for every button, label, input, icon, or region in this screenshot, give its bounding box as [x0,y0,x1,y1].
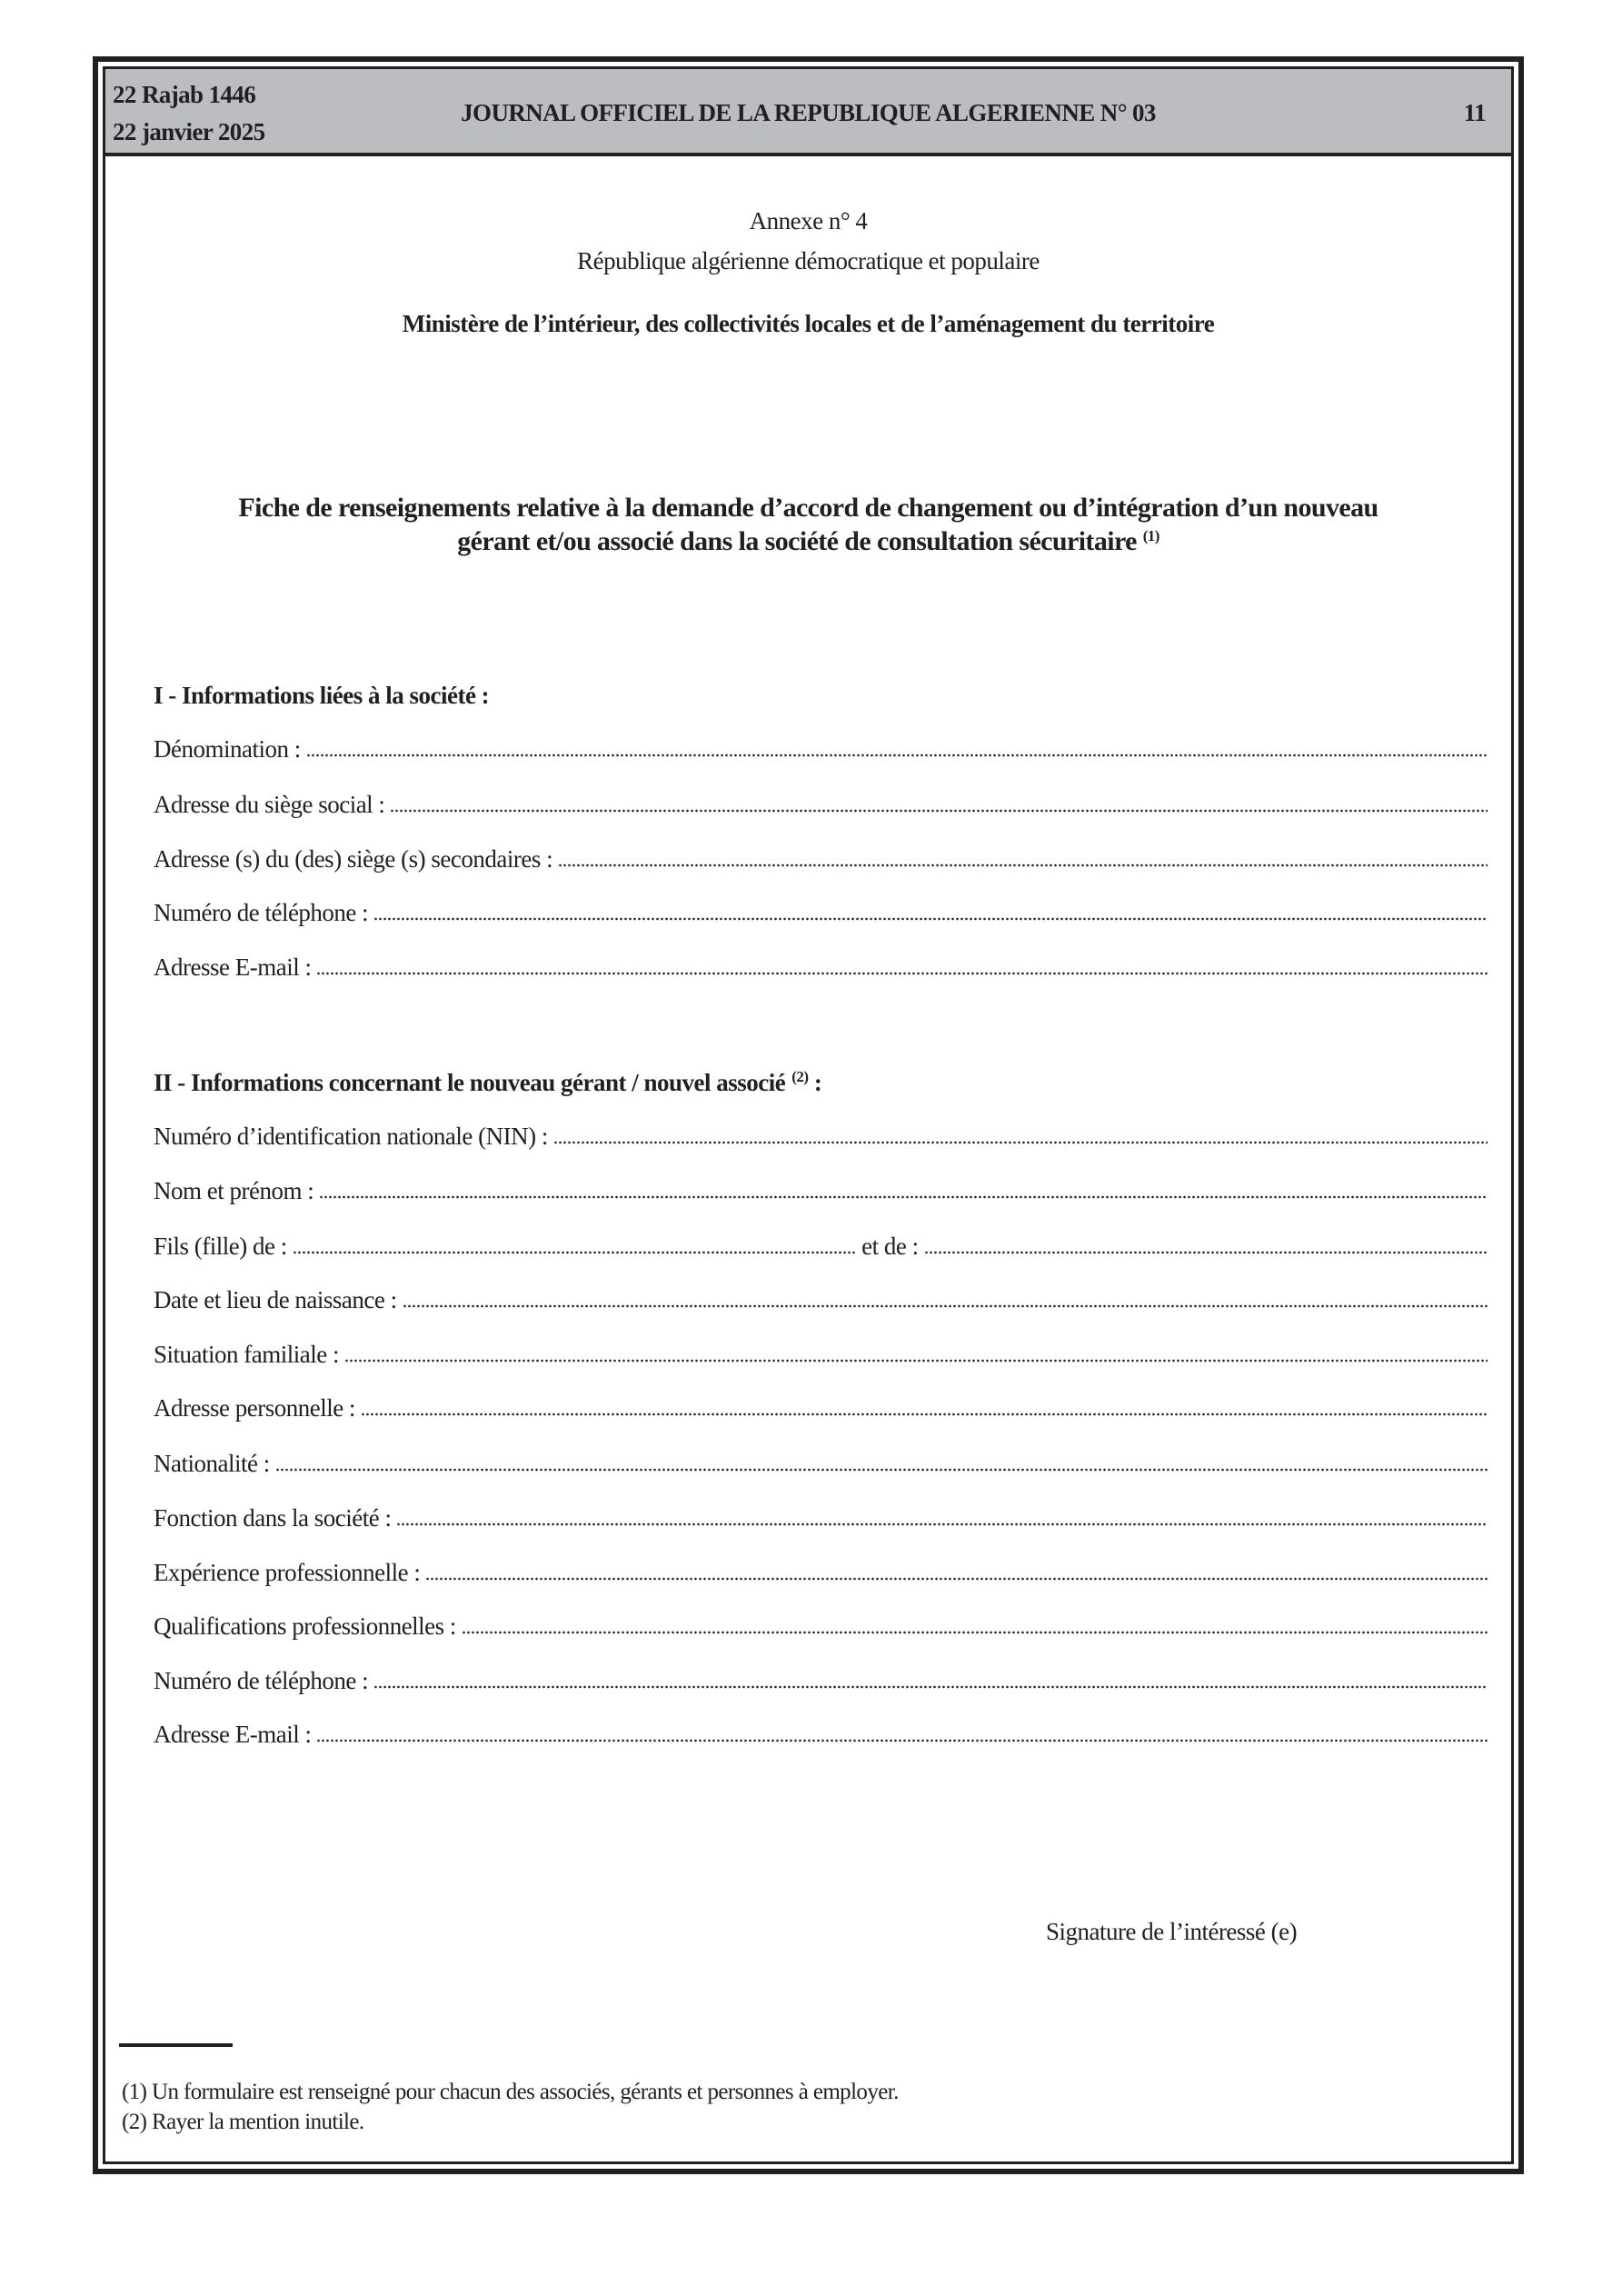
heading-suffix: : [808,1069,822,1096]
field-full-name[interactable] [154,1177,1488,1205]
field-person-phone[interactable] [154,1667,1488,1695]
field-secondary-offices[interactable] [154,845,1488,873]
fill-line[interactable] [425,1562,1488,1581]
fill-line[interactable] [361,1398,1488,1416]
fill-line[interactable] [373,903,1488,921]
footnote-separator [119,2043,233,2047]
field-label: Adresse E-mail : [154,1721,312,1748]
gregorian-date: 22 janvier 2025 [113,118,265,145]
fill-line-mother[interactable] [924,1236,1488,1254]
section-1-heading-text: I - Informations liées à la société : [154,682,490,709]
field-head-office[interactable] [154,791,1488,819]
footnote-ref-2: (2) [791,1068,809,1085]
field-label: Nom et prénom : [154,1177,314,1204]
fill-line[interactable] [316,1724,1488,1742]
field-label: Fils (fille) de : [154,1233,287,1260]
field-denomination[interactable] [154,735,1488,764]
footnote-2: (2) Rayer la mention inutile. [122,2110,364,2134]
annex-label: Annexe n° 4 [749,207,868,235]
fill-line[interactable] [462,1616,1488,1634]
field-label: Numéro de téléphone : [154,899,369,926]
hijri-date: 22 Rajab 1446 [113,81,256,108]
field-label: Adresse personnelle : [154,1394,355,1422]
field-label: Numéro d’identification nationale (NIN) : [154,1123,548,1150]
page-number: 11 [1463,99,1486,126]
fill-line[interactable] [306,739,1488,757]
field-nationality[interactable] [154,1450,1488,1478]
field-label: Dénomination : [154,735,301,763]
field-label-mother: et de : [861,1233,919,1260]
field-label: Date et lieu de naissance : [154,1286,397,1313]
footnote-1: (1) Un formulaire est renseigné pour chacun des associés, gérants et personnes à employer. [122,2080,899,2104]
section-2-heading-text: II - Informations concernant le nouveau gérant / nouvel associé [154,1069,786,1096]
fill-line[interactable] [319,1181,1488,1199]
document-title [105,491,1511,558]
fill-line[interactable] [558,849,1488,867]
title-line-2-text: gérant et/ou associé dans la société de consultation sécuritaire [457,526,1137,556]
field-birth[interactable] [154,1286,1488,1314]
fill-line[interactable] [344,1344,1488,1363]
fill-line[interactable] [403,1290,1488,1308]
journal-header [105,69,1511,156]
field-label: Adresse du siège social : [154,791,385,818]
fill-line[interactable] [396,1508,1488,1526]
signature-label: Signature de l’intéressé (e) [1046,1918,1298,1945]
field-company-email[interactable] [154,953,1488,982]
footnote-ref-1: (1) [1142,527,1159,544]
fill-line[interactable] [275,1453,1488,1472]
field-label: Nationalité : [154,1450,270,1477]
section-2-heading [154,1069,1488,1097]
field-qualifications[interactable] [154,1612,1488,1641]
page-frame-inner [103,66,1514,2164]
field-company-phone[interactable] [154,899,1488,927]
field-personal-address[interactable] [154,1394,1488,1423]
section-1-heading [154,682,1488,710]
field-label: Situation familiale : [154,1341,339,1368]
page-frame [93,56,1524,2174]
republic-label: République algérienne démocratique et populaire [577,247,1040,275]
fill-line-father[interactable] [293,1236,856,1254]
ministry-label: Ministère de l’intérieur, des collectivités locales et de l’aménagement du territoire [402,310,1215,337]
field-label: Expérience professionnelle : [154,1559,421,1586]
title-line-1: Fiche de renseignements relative à la demande d’accord de changement ou d’intégration d’un nouveau [238,493,1378,523]
field-label: Numéro de téléphone : [154,1667,369,1694]
title-line-2 [105,524,1511,558]
field-label: Adresse E-mail : [154,953,312,981]
field-nin[interactable] [154,1123,1488,1151]
fill-line[interactable] [553,1126,1488,1144]
fill-line[interactable] [373,1671,1488,1689]
field-label: Qualifications professionnelles : [154,1612,456,1640]
field-label: Adresse (s) du (des) siège (s) secondaires : [154,845,553,873]
fill-line[interactable] [316,957,1488,975]
field-person-email[interactable] [154,1721,1488,1749]
field-function[interactable] [154,1504,1488,1532]
journal-title: JOURNAL OFFICIEL DE LA REPUBLIQUE ALGERIENNE N° 03 [461,99,1156,126]
fill-line[interactable] [390,794,1488,813]
field-label: Fonction dans la société : [154,1504,392,1532]
field-parents[interactable] [154,1233,1488,1261]
field-family-status[interactable] [154,1341,1488,1369]
field-experience[interactable] [154,1559,1488,1587]
